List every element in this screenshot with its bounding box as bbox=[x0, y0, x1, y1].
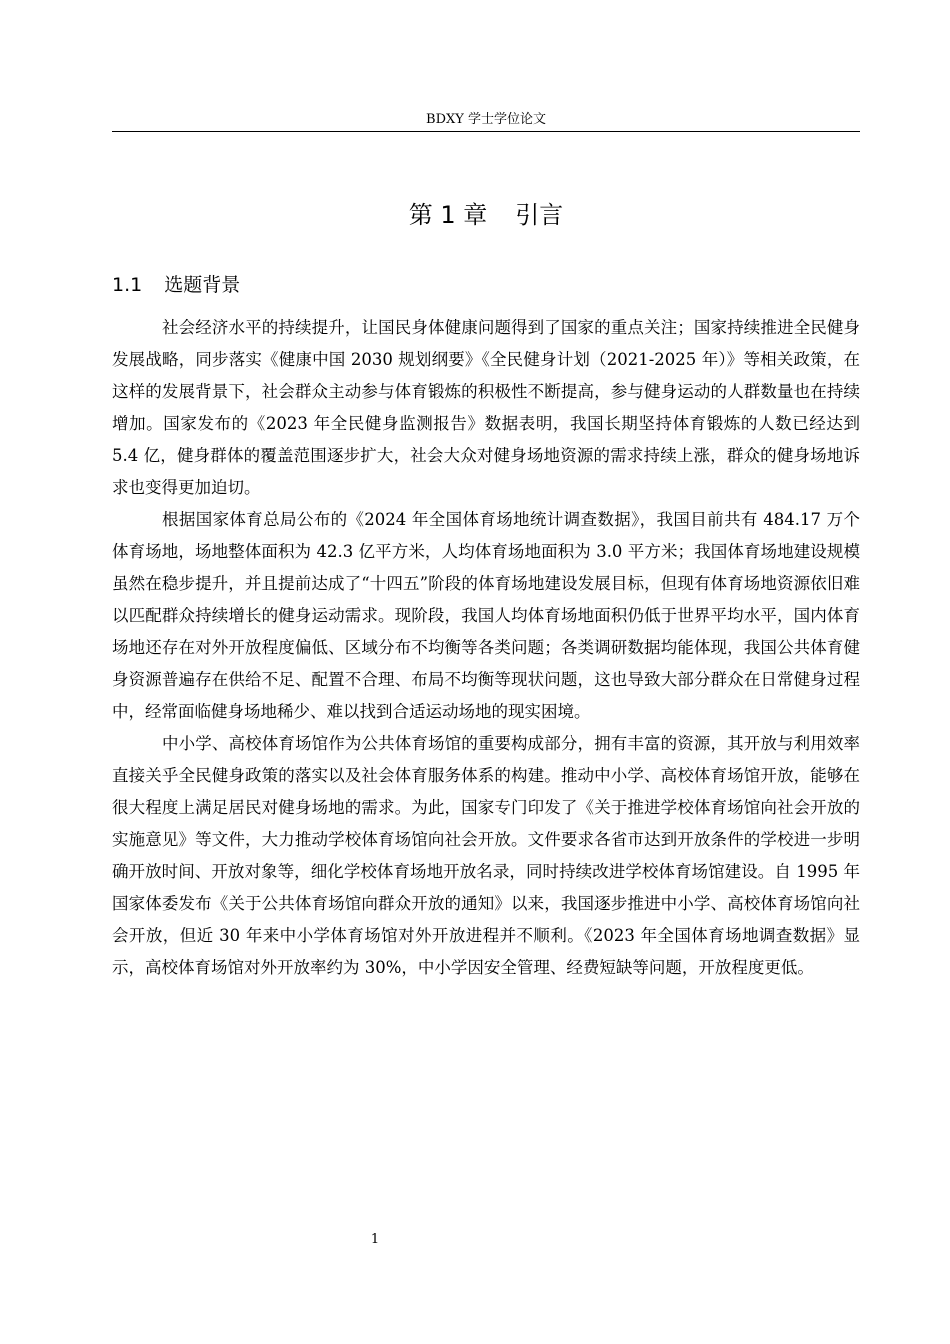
section-heading bbox=[112, 271, 240, 299]
header-divider bbox=[112, 131, 860, 132]
section-number: 1.1 bbox=[112, 274, 143, 296]
body-text bbox=[112, 312, 860, 984]
paragraph: 中小学、高校体育场馆作为公共体育场馆的重要构成部分，拥有丰富的资源，其开放与利用效率直接关乎全民健身政策的落实以及社会体育服务体系的构建。推动中小学、高校体育场馆开放，能够在很大程度上满足居民对健身场地的需求。为此，国家专门印发了《关于推进学校体育场馆向社会开放的实施意见》等文件，大力推动学校体育场馆向社会开放。文件要求各省市达到开放条件的学校进一步明确开放时间、开放对象等，细化学校体育场地开放名录，同时持续改进学校体育场馆建设。自 1995 年国家体委发布《关于公共体育场馆向群众开放的通知》以来，我国逐步推进中小学、高校体育场馆向社会开放，但近 30 年来中小学体育场馆对外开放进程并不顺利。《2023 年全国体育场地调查数据》显示，高校体育场馆对外开放率约为 30%，中小学因安全管理、经费短缺等问题，开放程度更低。 bbox=[112, 734, 860, 977]
paragraph: 社会经济水平的持续提升，让国民身体健康问题得到了国家的重点关注；国家持续推进全民健身发展战略，同步落实《健康中国 2030 规划纲要》《全民健身计划（2021-2025 年）》等相关政策，在这样的发展背景下，社会群众主动参与体育锻炼的积极性不断提高，参与健身运动的人群数量也在持续增加。国家发布的《2023 年全民健身监测报告》数据表明，我国长期坚持体育锻炼的人数已经达到 5.4 亿，健身群体的覆盖范围逐步扩大，社会大众对健身场地资源的需求持续上涨，群众的健身场地诉求也变得更加迫切。 bbox=[112, 318, 860, 497]
chapter-name: 引言 bbox=[515, 201, 564, 229]
paragraph: 根据国家体育总局公布的《2024 年全国体育场地统计调查数据》，我国目前共有 484.17 万个体育场地，场地整体面积为 42.3 亿平方米，人均体育场地面积为 3.0 平方米；我国体育场地建设规模虽然在稳步提升，并且提前达成了“十四五”阶段的体育场地建设发展目标，但现有体育场地资源依旧难以匹配群众持续增长的健身运动需求。现阶段，我国人均体育场地面积仍低于世界平均水平，国内体育场地还存在对外开放程度偏低、区域分布不均衡等各类问题；各类调研数据均能体现，我国公共体育健身资源普遍存在供给不足、配置不合理、布局不均衡等现状问题，这也导致大部分群众在日常健身过程中，经常面临健身场地稀少、难以找到合适运动场地的现实困境。 bbox=[112, 510, 860, 721]
chapter-title bbox=[112, 198, 860, 232]
section-title: 选题背景 bbox=[164, 274, 241, 296]
chapter-number: 第 1 章 bbox=[408, 201, 488, 229]
page-number: 1 bbox=[370, 1232, 380, 1247]
running-header: BDXY 学士学位论文 bbox=[426, 112, 546, 127]
